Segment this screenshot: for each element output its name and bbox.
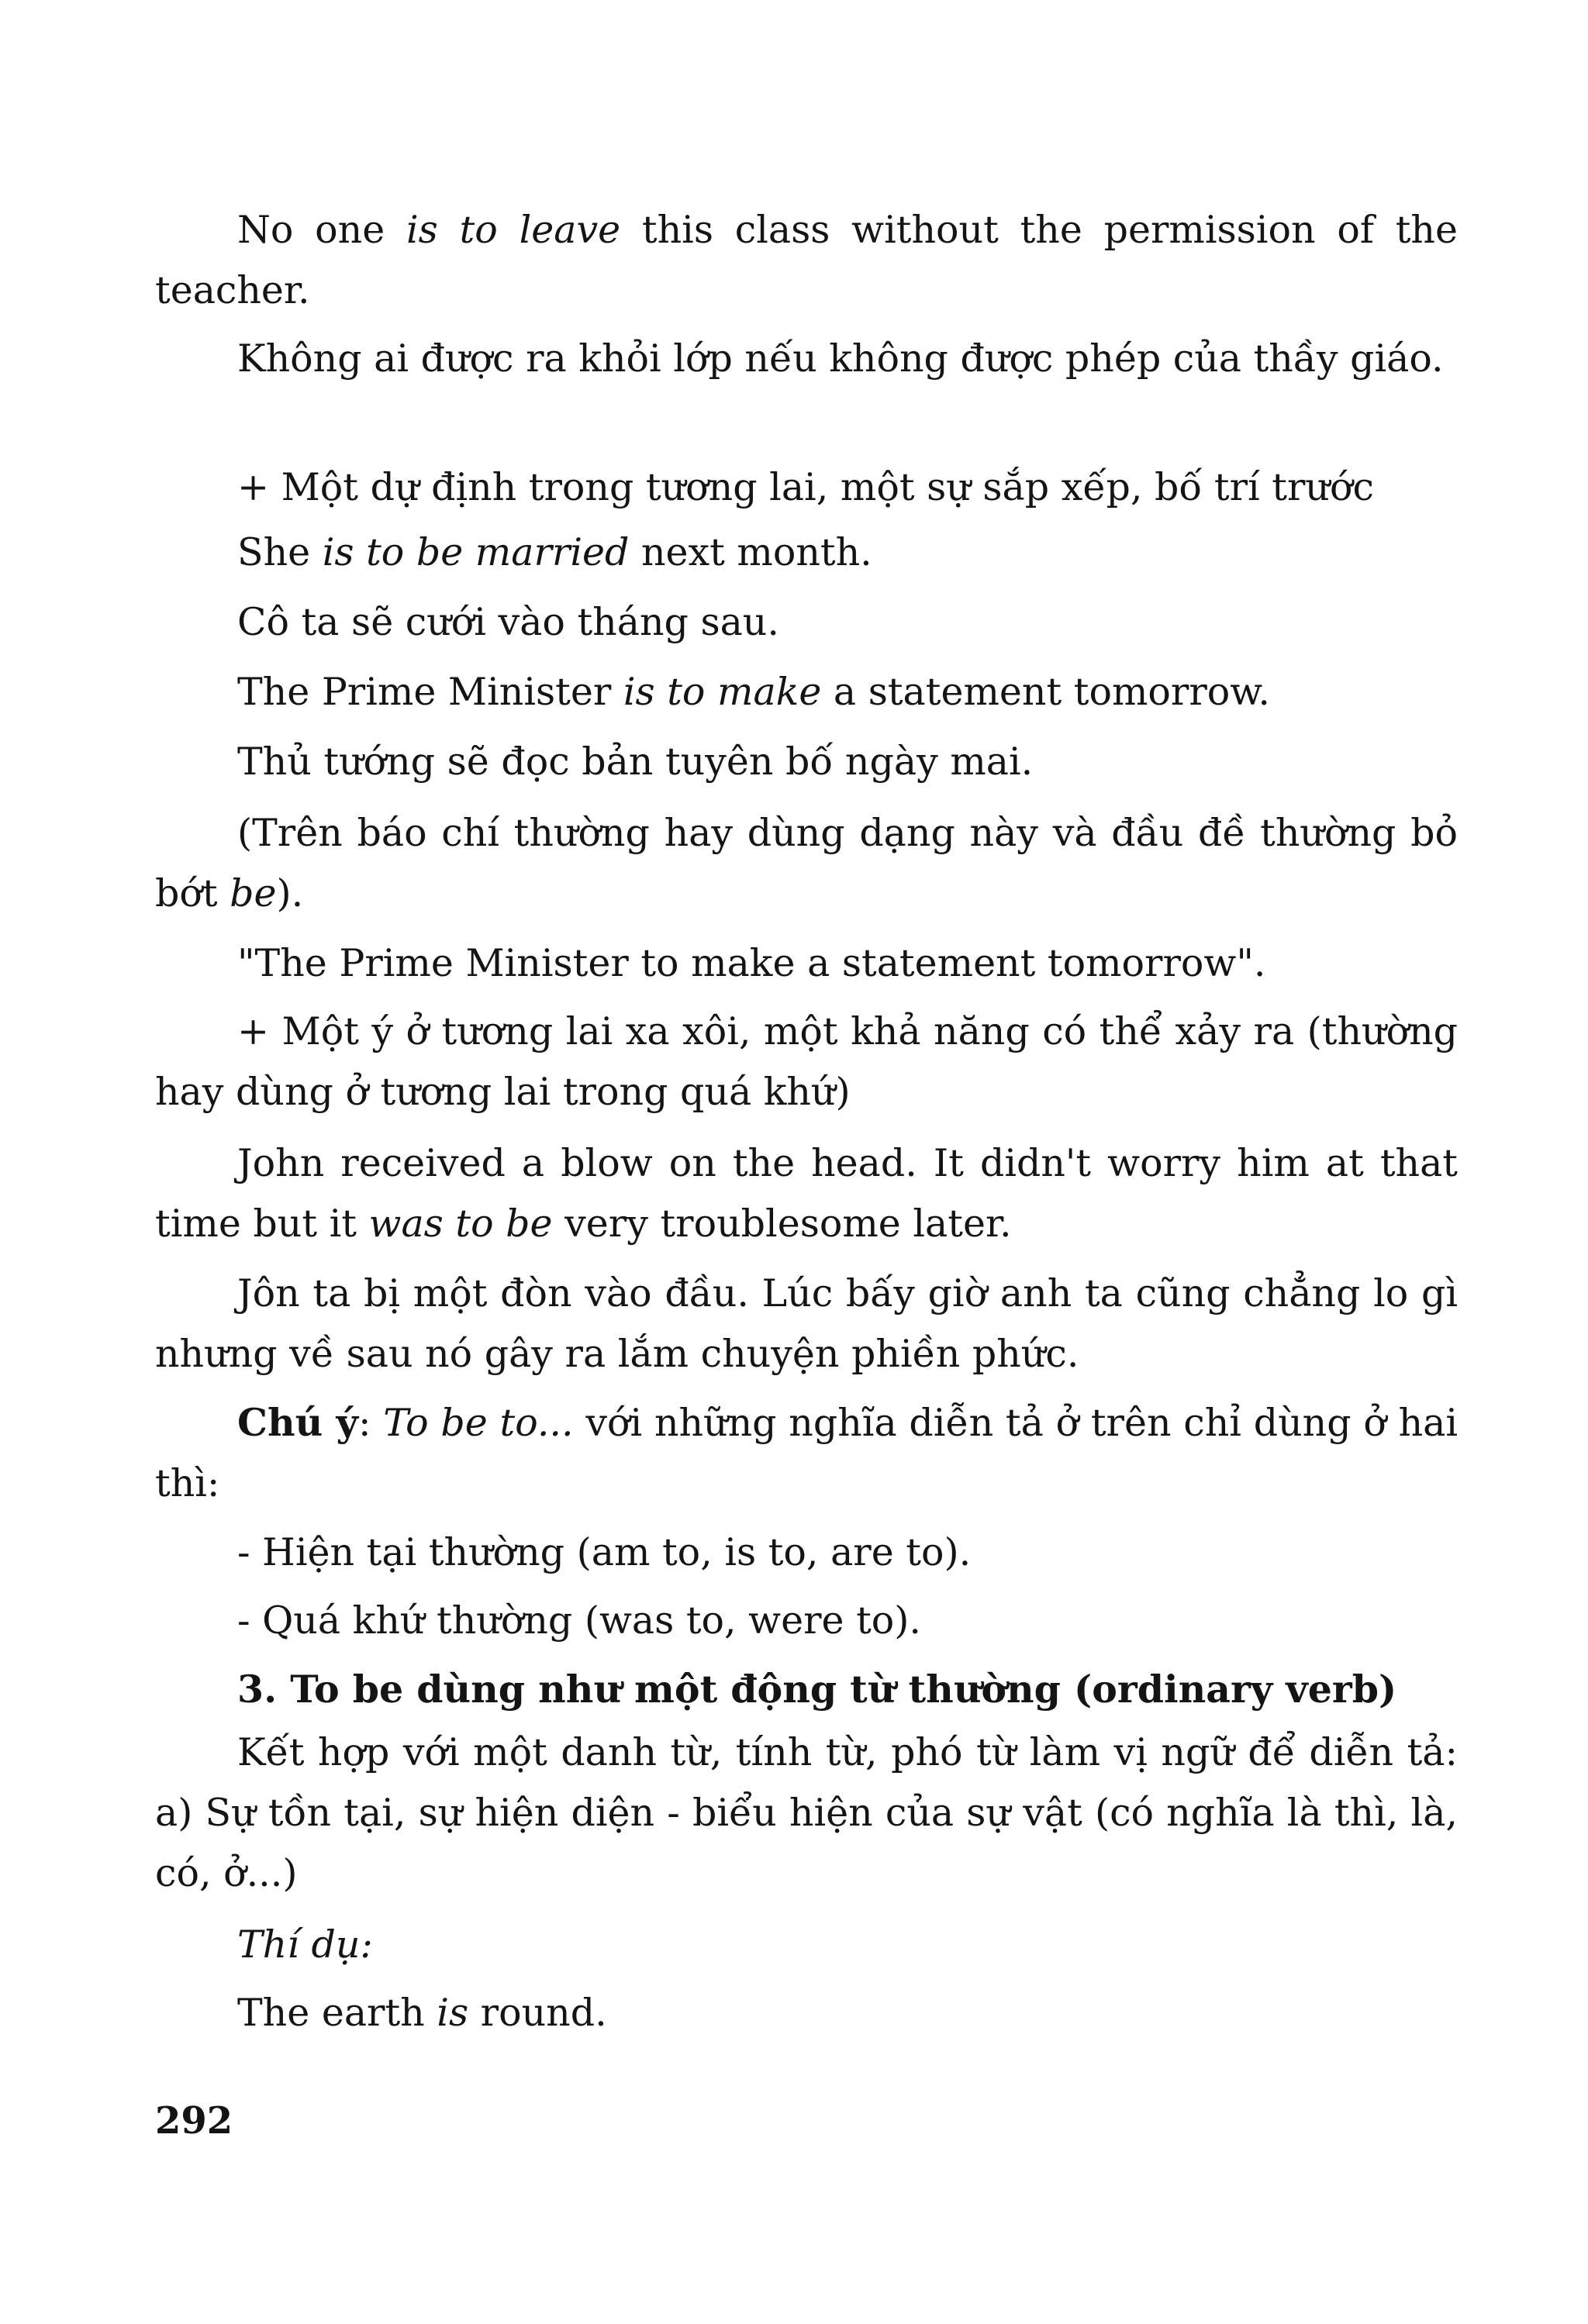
text-run: next month. [629, 530, 872, 574]
text-run: : [357, 1401, 384, 1445]
paragraph-translation-statement: Thủ tướng sẽ đọc bản tuyên bố ngày mai. [237, 740, 1034, 784]
example-label: Thí dụ: [237, 1922, 373, 1967]
italic-verb-phrase: is to leave [406, 208, 621, 252]
list-item-present: - Hiện tại thường (am to, is to, are to). [237, 1530, 972, 1574]
text-run: a statement tomorrow. [821, 670, 1270, 714]
paragraph-rule-future-plan: + Một dự định trong tương lai, một sự sắp xếp, bố trí trước [237, 465, 1374, 509]
section-heading: 3. To be dùng như một động từ thường (ordinary verb) [237, 1667, 1397, 1712]
paragraph-ordinary-verb-usage: Kết hợp với một danh từ, tính từ, phó từ làm vị ngữ để diễn tả: a) Sự tồn tại, sự hiện diện - biểu hiện của sự vật (có nghĩa là thì, là, có, ở...) [155, 1730, 1458, 1895]
text-run: round. [468, 1991, 607, 2035]
text-run: với những nghĩa diễn tả ở trên chỉ dùng ở hai thì: [155, 1401, 1459, 1505]
list-item-past: - Quá khứ thường (was to, were to). [237, 1598, 921, 1643]
paragraph-example-earth [237, 1983, 1540, 2043]
text-run: ). [276, 871, 304, 915]
italic-verb: is [437, 1991, 469, 2035]
text-run: No one [237, 208, 406, 252]
text-run: this class without the permission of the teacher. [155, 208, 1458, 312]
text-run: very troublesome later. [552, 1202, 1012, 1246]
paragraph-note-tenses [155, 1392, 1458, 1514]
text-run: The earth [237, 1991, 437, 2035]
italic-verb-phrase: is to make [623, 670, 822, 714]
text-run: John received a blow on the head. It didn't worry him at that time but it [155, 1141, 1458, 1246]
paragraph-note-newspaper [155, 803, 1458, 924]
italic-verb-phrase: is to be married [322, 530, 630, 574]
paragraph-headline-example: "The Prime Minister to make a statement tomorrow". [237, 941, 1266, 985]
text-run: She [237, 530, 323, 574]
paragraph-example-statement [237, 662, 1540, 722]
paragraph-translation-leave: Không ai được ra khỏi lớp nếu không được phép của thầy giáo. [237, 336, 1444, 381]
page-number: 292 [155, 2099, 233, 2143]
paragraph-translation-married: Cô ta sẽ cưới vào tháng sau. [237, 600, 779, 644]
paragraph-example-leave [155, 200, 1458, 321]
paragraph-rule-distant-future: + Một ý ở tương lai xa xôi, một khả năng có thể xảy ra (thường hay dùng ở tương lai trong quá khứ) [155, 1009, 1458, 1114]
paragraph-translation-blow: Jôn ta bị một đòn vào đầu. Lúc bấy giờ anh ta cũng chẳng lo gì nhưng về sau nó gây ra lắm chuyện phiền phức. [155, 1271, 1458, 1376]
text-run: (Trên báo chí thường hay dùng dạng này và đầu đề thường bỏ bớt [155, 811, 1458, 915]
italic-word: be [230, 871, 277, 915]
paragraph-example-blow [155, 1133, 1458, 1254]
bold-note-label: Chú ý [237, 1400, 358, 1445]
italic-verb-phrase: To be to... [383, 1401, 574, 1445]
paragraph-example-married [237, 522, 1540, 583]
italic-verb-phrase: was to be [368, 1202, 553, 1246]
text-run: The Prime Minister [237, 670, 623, 714]
